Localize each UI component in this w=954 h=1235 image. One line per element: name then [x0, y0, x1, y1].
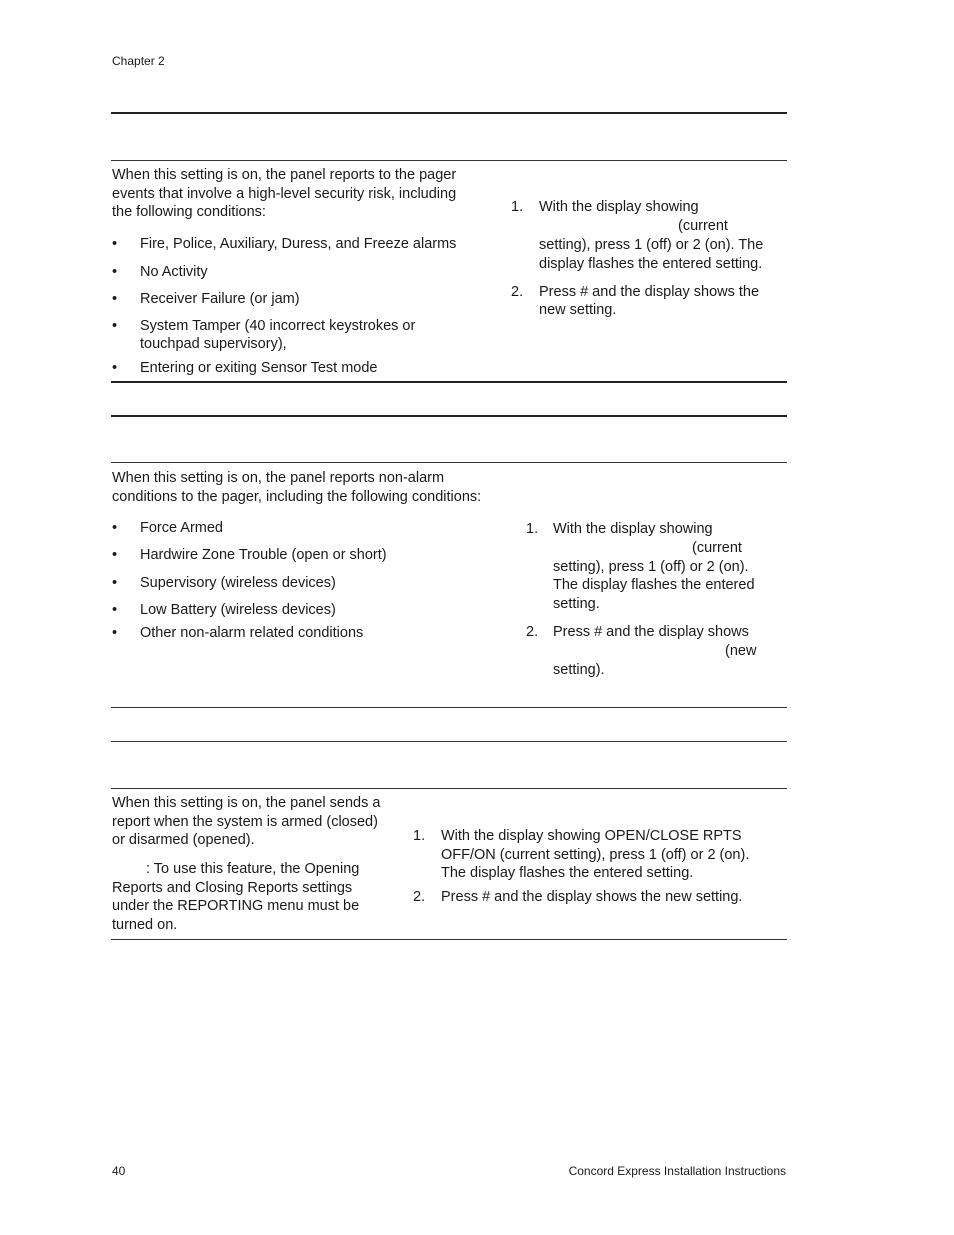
list-item: System Tamper (40 incorrect keystrokes or — [140, 318, 416, 334]
step-text: Press # and the display shows the new setting. — [441, 889, 743, 905]
step-text: Press # and the display shows the — [539, 284, 760, 300]
step-number: 2. — [511, 284, 524, 300]
step-text: display flashes the entered setting. — [539, 256, 763, 272]
step-text: With the display showing — [553, 521, 713, 537]
step-text: Press # and the display shows — [553, 624, 749, 640]
list-item: Receiver Failure (or jam) — [140, 291, 300, 307]
step-number: 2. — [413, 889, 426, 905]
step-text: new setting. — [539, 302, 617, 318]
step-number: 1. — [511, 199, 524, 215]
step-text: (new — [725, 643, 757, 659]
step-number: 1. — [413, 828, 426, 844]
list-item: Hardwire Zone Trouble (open or short) — [140, 547, 387, 563]
list-item: Other non-alarm related conditions — [140, 625, 364, 641]
step-text: The display flashes the entered — [553, 577, 755, 593]
step-text: OFF/ON (current setting), press 1 (off) or 2 (on). — [441, 847, 750, 863]
bullet-mark: • — [112, 625, 118, 641]
list-item: Fire, Police, Auxiliary, Duress, and Freeze alarms — [140, 236, 457, 252]
footer-title: Concord Express Installation Instructions — [568, 1164, 786, 1178]
bullet-mark: • — [112, 236, 118, 252]
list-item: Entering or exiting Sensor Test mode — [140, 360, 378, 376]
bullet-mark: • — [112, 318, 118, 334]
step-number: 1. — [526, 521, 539, 537]
section1-table-rule — [111, 160, 787, 161]
step-text: (current — [678, 218, 728, 234]
section2-bottom-rule — [111, 707, 787, 708]
list-item: No Activity — [140, 264, 208, 280]
list-item: Low Battery (wireless devices) — [140, 602, 336, 618]
section2-description: When this setting is on, the panel reports non-alarm conditions to the pager, including the following conditions: — [112, 470, 482, 505]
section2-top-rule — [111, 415, 787, 417]
section3-note: : To use this feature, the Opening Reports and Closing Reports settings under the REPORTING menu must be turned on. — [112, 861, 360, 933]
bullet-mark: • — [112, 547, 118, 563]
bullet-mark: • — [112, 602, 118, 618]
section3-description: When this setting is on, the panel sends a report when the system is armed (closed) or disarmed (opened). — [112, 795, 381, 848]
step-text: With the display showing — [539, 199, 699, 215]
section1-top-rule — [111, 112, 787, 114]
section3-bottom-rule — [111, 939, 787, 940]
section1-bottom-rule — [111, 381, 787, 383]
section1-description: When this setting is on, the panel reports to the pager events that involve a high-level security risk, including the following conditions: — [112, 167, 457, 220]
step-text: setting), press 1 (off) or 2 (on). The — [539, 237, 764, 253]
step-text: The display flashes the entered setting. — [441, 865, 694, 881]
chapter-header: Chapter 2 — [112, 54, 165, 68]
bullet-mark: • — [112, 360, 118, 376]
step-text: setting), press 1 (off) or 2 (on). — [553, 559, 749, 575]
section2-table-rule — [111, 462, 787, 463]
step-text: With the display showing OPEN/CLOSE RPTS — [441, 828, 742, 844]
step-text: (current — [692, 540, 742, 556]
list-item: Supervisory (wireless devices) — [140, 575, 336, 591]
section3-top-rule — [111, 741, 787, 742]
step-text: setting. — [553, 596, 600, 612]
step-number: 2. — [526, 624, 539, 640]
bullet-mark: • — [112, 291, 118, 307]
bullet-mark: • — [112, 575, 118, 591]
section3-table-rule — [111, 788, 787, 789]
bullet-mark: • — [112, 520, 118, 536]
list-item: Force Armed — [140, 520, 223, 536]
bullet-mark: • — [112, 264, 118, 280]
list-item-continuation: touchpad supervisory), — [140, 336, 287, 352]
step-text: setting). — [553, 662, 605, 678]
page-number: 40 — [112, 1164, 126, 1178]
